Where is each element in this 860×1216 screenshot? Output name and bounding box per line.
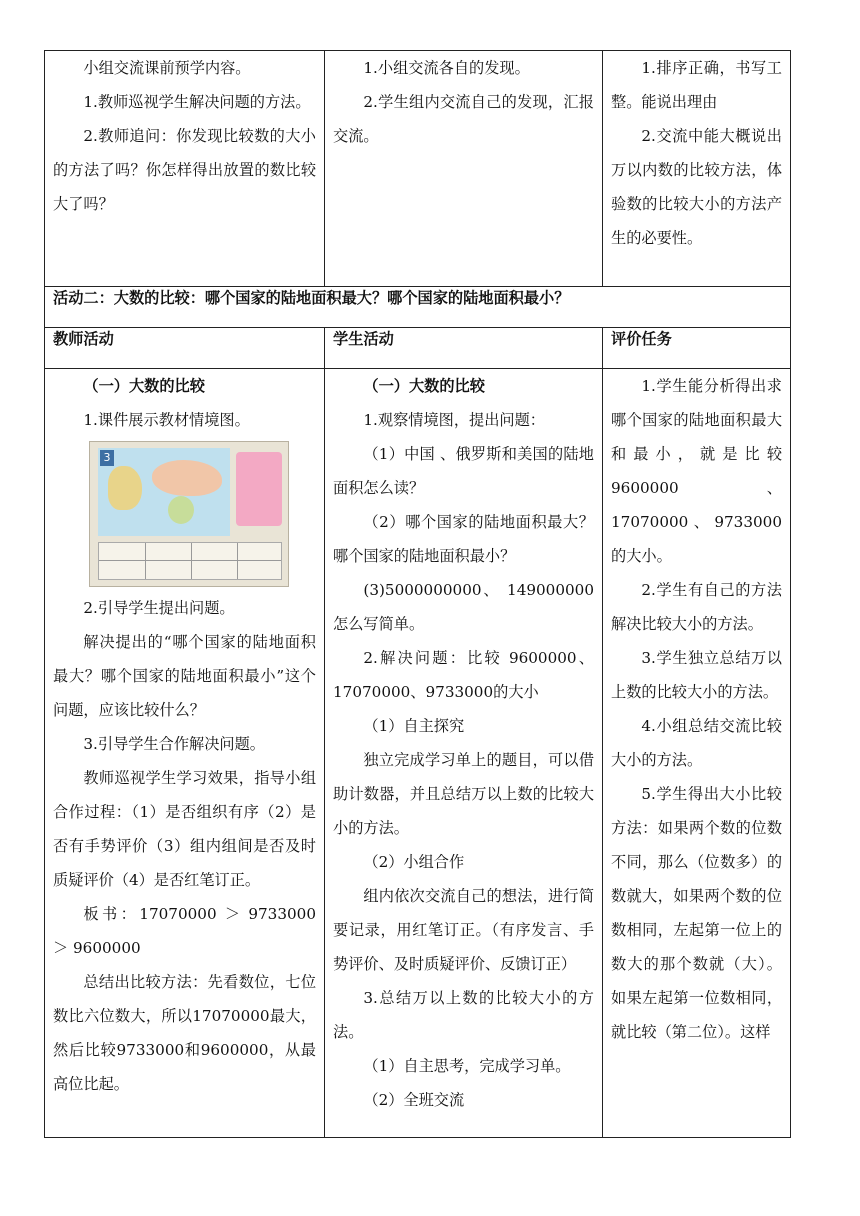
- paragraph: 1.课件展示教材情境图。: [83, 411, 250, 429]
- paragraph: 1.学生能分析得出求哪个国家的陆地面积最大和最小，就是比较9600000、17070000、9733000的大小。: [611, 377, 782, 565]
- paragraph: 2.交流中能大概说出万以内数的比较方法，体验数的比较大小的方法产生的必要性。: [611, 127, 782, 247]
- world-map-illustration: [98, 448, 230, 536]
- paragraph: 5.学生得出大小比较方法：如果两个数的位数不同，那么（位数多）的数就大，如果两个数的位数相同，左起第一位上的数大的那个数就（大）。如果左起第一位数相同，就比较（第二位）。这样: [611, 785, 782, 1041]
- paragraph: 3.总结万以上数的比较大小的方法。: [333, 989, 594, 1041]
- section-heading: （一）大数的比较: [83, 377, 205, 395]
- evaluation-cell-prior: [603, 51, 791, 287]
- paragraph: 4.小组总结交流比较大小的方法。: [611, 717, 782, 769]
- teacher-cell-prior: [45, 51, 325, 287]
- paragraph: 1.教师巡视学生解决问题的方法。: [83, 93, 311, 111]
- paragraph: 1.小组交流各自的发现。: [363, 59, 530, 77]
- paragraph: 2.引导学生提出问题。: [83, 599, 235, 617]
- paragraph: 2.解决问题：比较 9600000、17070000、9733000的大小: [333, 649, 594, 701]
- paragraph: 2.教师追问：你发现比较数的大小的方法了吗？你怎样得出放置的数比较大了吗？: [53, 127, 316, 213]
- paragraph: 小组交流课前预学内容。: [83, 59, 251, 77]
- activity-title-row: [45, 287, 791, 328]
- evaluation-task-cell: [603, 369, 791, 1138]
- prior-activity-row: [45, 51, 791, 287]
- paragraph: 3.学生独立总结万以上数的比较大小的方法。: [611, 649, 782, 701]
- paragraph: （1）自主思考，完成学习单。: [363, 1057, 571, 1075]
- paragraph: 3.引导学生合作解决问题。: [83, 735, 265, 753]
- student-cell-prior: [325, 51, 603, 287]
- paragraph: 解决提出的“哪个国家的陆地面积最大？哪个国家的陆地面积最小”这个问题，应该比较什么？: [53, 633, 316, 719]
- paragraph: 1.排序正确，书写工整。能说出理由: [611, 59, 782, 111]
- paragraph: 2.学生组内交流自己的发现，汇报交流。: [333, 93, 594, 145]
- paragraph: （2）哪个国家的陆地面积最大？哪个国家的陆地面积最小？: [333, 513, 594, 565]
- paragraph: （2）全班交流: [363, 1091, 465, 1109]
- paragraph: 独立完成学习单上的题目，可以借助计数器，并且总结万以上数的比较大小的方法。: [333, 751, 594, 837]
- teacher-activity-cell: [45, 369, 325, 1138]
- section-heading: （一）大数的比较: [363, 377, 485, 395]
- paragraph: 组内依次交流自己的想法，进行简要记录，用红笔订正。（有序发言、手势评价、及时质疑评价、反馈订正）: [333, 887, 594, 973]
- header-teacher: 教师活动: [45, 328, 325, 369]
- activity-title: 活动二：大数的比较：哪个国家的陆地面积最大？哪个国家的陆地面积最小？: [45, 287, 791, 328]
- header-student: 学生活动: [325, 328, 603, 369]
- header-evaluation: 评价任务: [603, 328, 791, 369]
- lesson-plan-table: [44, 50, 791, 1138]
- paragraph: 1.观察情境图，提出问题：: [363, 411, 545, 429]
- paragraph: 2.学生有自己的方法解决比较大小的方法。: [611, 581, 782, 633]
- figure-number-badge: 3: [100, 450, 114, 466]
- area-table-illustration: [98, 542, 282, 580]
- student-activity-cell: [325, 369, 603, 1138]
- paragraph: （2）小组合作: [363, 853, 465, 871]
- paragraph: (3)5000000000、 149000000怎么写简单。: [333, 581, 594, 633]
- textbook-scene-image: [89, 441, 289, 587]
- speech-note-illustration: [236, 452, 282, 526]
- paragraph: 教师巡视学生学习效果，指导小组合作过程：（1）是否组织有序（2）是否有手势评价（3）组内组间是否及时质疑评价（4）是否红笔订正。: [53, 769, 316, 889]
- paragraph: （1）中国 、俄罗斯和美国的陆地面积怎么读？: [333, 445, 594, 497]
- paragraph: 板书：17070000 ＞ 9733000 ＞ 9600000: [53, 905, 316, 957]
- activity-content-row: [45, 369, 791, 1138]
- paragraph: 总结出比较方法：先看数位，七位数比六位数大，所以17070000最大，然后比较9733000和9600000，从最高位比起。: [53, 973, 316, 1093]
- paragraph: （1）自主探究: [363, 717, 465, 735]
- column-header-row: [45, 328, 791, 369]
